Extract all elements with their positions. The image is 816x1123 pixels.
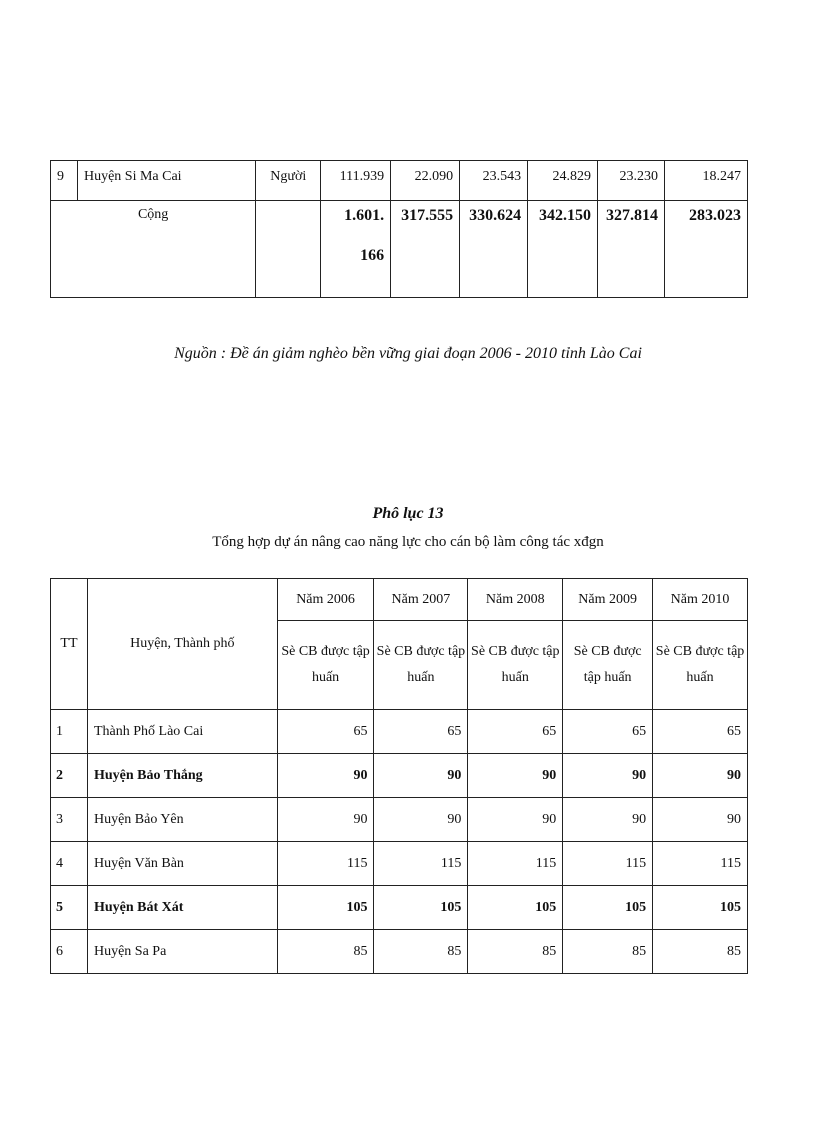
value-cell: 22.090	[391, 161, 460, 201]
value-cell: 65	[563, 710, 653, 754]
value-cell: 105	[563, 886, 653, 930]
header-year: Năm 2007	[374, 579, 468, 621]
total-value-part1: 1.601.	[344, 207, 385, 224]
header-sub: Sè CB được tập huấn	[563, 621, 653, 710]
value-cell: 23.230	[598, 161, 665, 201]
total-value-part2: 166	[360, 247, 385, 264]
value-cell: 90	[468, 798, 563, 842]
value-cell: 105	[468, 886, 563, 930]
value-cell: 105	[277, 886, 374, 930]
table-body	[51, 710, 748, 974]
value-cell: 115	[468, 842, 563, 886]
value-cell: 65	[468, 710, 563, 754]
value-cell: 115	[277, 842, 374, 886]
value-cell: 105	[374, 886, 468, 930]
unit-cell: Người	[256, 161, 321, 201]
total-value-cell: 327.814	[598, 201, 665, 298]
row-number: 3	[51, 798, 88, 842]
total-value-cell	[321, 201, 391, 298]
value-cell: 90	[468, 754, 563, 798]
header-sub: Sè CB được tập huấn	[277, 621, 374, 710]
value-cell: 115	[653, 842, 748, 886]
value-cell: 115	[563, 842, 653, 886]
value-cell: 85	[563, 930, 653, 974]
source-note: Nguồn : Đề án giảm nghèo bền vững giai đoạn 2006 - 2010 tỉnh Lào Cai	[174, 345, 642, 362]
row-number: 2	[51, 754, 88, 798]
value-cell: 85	[653, 930, 748, 974]
value-cell: 18.247	[665, 161, 748, 201]
total-label: Cộng	[51, 201, 256, 298]
table-row	[51, 886, 748, 930]
header-district: Huyện, Thành phố	[87, 579, 277, 710]
value-cell: 90	[653, 798, 748, 842]
value-cell: 90	[563, 798, 653, 842]
value-cell: 90	[563, 754, 653, 798]
value-cell: 65	[653, 710, 748, 754]
header-year: Năm 2009	[563, 579, 653, 621]
population-table	[50, 160, 748, 298]
district-name: Thành Phố Lào Cai	[87, 710, 277, 754]
value-cell: 65	[277, 710, 374, 754]
table-row	[51, 161, 748, 201]
value-cell: 85	[468, 930, 563, 974]
district-name: Huyện Bát Xát	[87, 886, 277, 930]
total-row	[51, 201, 748, 298]
table-row	[51, 710, 748, 754]
value-cell: 24.829	[528, 161, 598, 201]
table-row	[51, 754, 748, 798]
header-year: Năm 2010	[653, 579, 748, 621]
header-sub: Sè CB được tập huấn	[374, 621, 468, 710]
value-cell: 90	[277, 754, 374, 798]
total-value-cell: 317.555	[391, 201, 460, 298]
total-value-cell: 283.023	[665, 201, 748, 298]
total-value-cell: 330.624	[460, 201, 528, 298]
row-number: 6	[51, 930, 88, 974]
header-sub: Sè CB được tập huấn	[468, 621, 563, 710]
header-tt: TT	[51, 579, 88, 710]
row-number: 5	[51, 886, 88, 930]
value-cell: 85	[374, 930, 468, 974]
district-name: Huyện Văn Bàn	[87, 842, 277, 886]
value-cell: 65	[374, 710, 468, 754]
value-cell: 85	[277, 930, 374, 974]
value-cell: 90	[374, 754, 468, 798]
district-name: Huyện Sa Pa	[87, 930, 277, 974]
table-row	[51, 930, 748, 974]
value-cell: 23.543	[460, 161, 528, 201]
table-row	[51, 798, 748, 842]
total-value-cell: 342.150	[528, 201, 598, 298]
header-year: Năm 2008	[468, 579, 563, 621]
value-cell: 105	[653, 886, 748, 930]
header-year: Năm 2006	[277, 579, 374, 621]
value-cell: 111.939	[321, 161, 391, 201]
row-number: 4	[51, 842, 88, 886]
district-name: Huyện Bảo Thắng	[87, 754, 277, 798]
value-cell: 90	[277, 798, 374, 842]
header-sub: Sè CB được tập huấn	[653, 621, 748, 710]
value-cell: 90	[374, 798, 468, 842]
district-name: Huyện Si Ma Cai	[77, 161, 255, 201]
training-table	[50, 578, 748, 974]
row-number: 9	[51, 161, 78, 201]
appendix-title: Phô lục 13	[372, 505, 444, 522]
empty-cell	[256, 201, 321, 298]
value-cell: 115	[374, 842, 468, 886]
value-cell: 90	[653, 754, 748, 798]
row-number: 1	[51, 710, 88, 754]
district-name: Huyện Bảo Yên	[87, 798, 277, 842]
header-row	[51, 579, 748, 621]
table-row	[51, 842, 748, 886]
appendix-subtitle: Tổng hợp dự án nâng cao năng lực cho cán bộ làm công tác xđgn	[212, 534, 604, 550]
